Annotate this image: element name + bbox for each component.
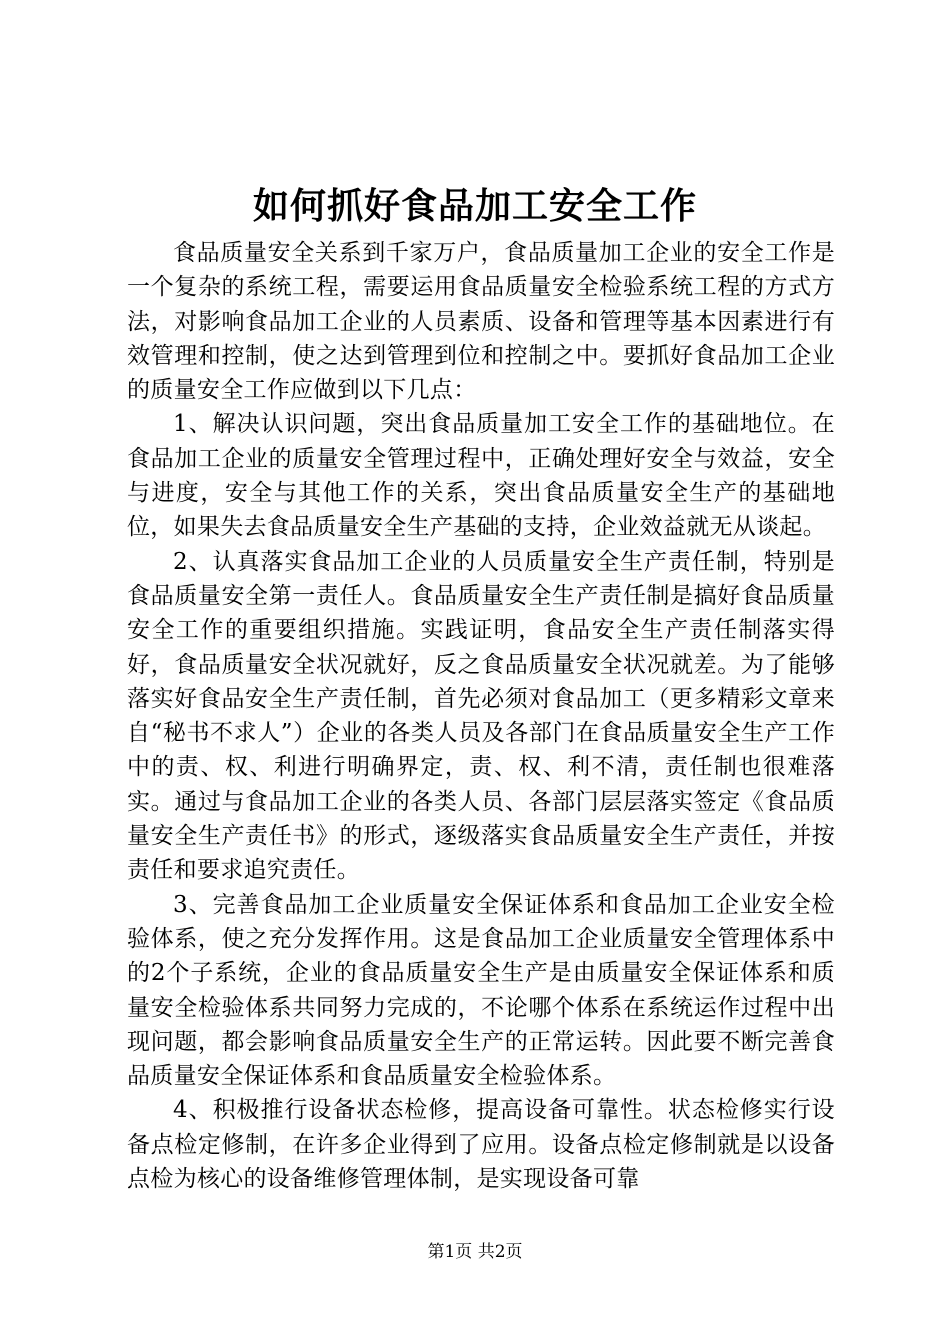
paragraph-point-2: 2、认真落实食品加工企业的人员质量安全生产责任制，特别是食品质量安全第一责任人。食品质量安全生产责任制是搞好食品质量安全工作的重要组织措施。实践证明，食品安全生产责任制落实得好，食品质量安全状况就好，反之食品质量安全状况就差。为了能够落实好食品安全生产责任制，首先必须对食品加工（更多精彩文章来自“秘书不求人”）企业的各类人员及各部门在食品质量安全生产工作中的责、权、利进行明确界定，责、权、利不清，责任制也很难落实。通过与食品加工企业的各类人员、各部门层层落实签定《食品质量安全生产责任书》的形式，逐级落实食品质量安全生产责任，并按责任和要求追究责任。 [127,548,835,884]
paragraph-point-4: 4、积极推行设备状态检修，提高设备可靠性。状态检修实行设备点检定修制，在许多企业得到了应用。设备点检定修制就是以设备点检为核心的设备维修管理体制，是实现设备可靠 [127,1097,835,1193]
paragraph-intro: 食品质量安全关系到千家万户，食品质量加工企业的安全工作是一个复杂的系统工程，需要运用食品质量安全检验系统工程的方式方法，对影响食品加工企业的人员素质、设备和管理等基本因素进行有效管理和控制，使之达到管理到位和控制之中。要抓好食品加工企业的质量安全工作应做到以下几点： [127,240,835,404]
document-body [127,236,835,1196]
paragraph-point-1: 1、解决认识问题，突出食品质量加工安全工作的基础地位。在食品加工企业的质量安全管理过程中，正确处理好安全与效益，安全与进度，安全与其他工作的关系，突出食品质量安全生产的基础地位，如果失去食品质量安全生产基础的支持，企业效益就无从谈起。 [127,411,835,541]
document-title: 如何抓好食品加工安全工作 [252,185,697,227]
page-number-footer: 第1页 共2页 [427,1242,523,1262]
paragraph-point-3: 3、完善食品加工企业质量安全保证体系和食品加工企业安全检验体系，使之充分发挥作用。这是食品加工企业质量安全管理体系中的2个子系统，企业的食品质量安全生产是由质量安全保证体系和质量安全检验体系共同努力完成的，不论哪个体系在系统运作过程中出现问题，都会影响食品质量安全生产的正常运转。因此要不断完善食品质量安全保证体系和食品质量安全检验体系。 [127,891,835,1090]
